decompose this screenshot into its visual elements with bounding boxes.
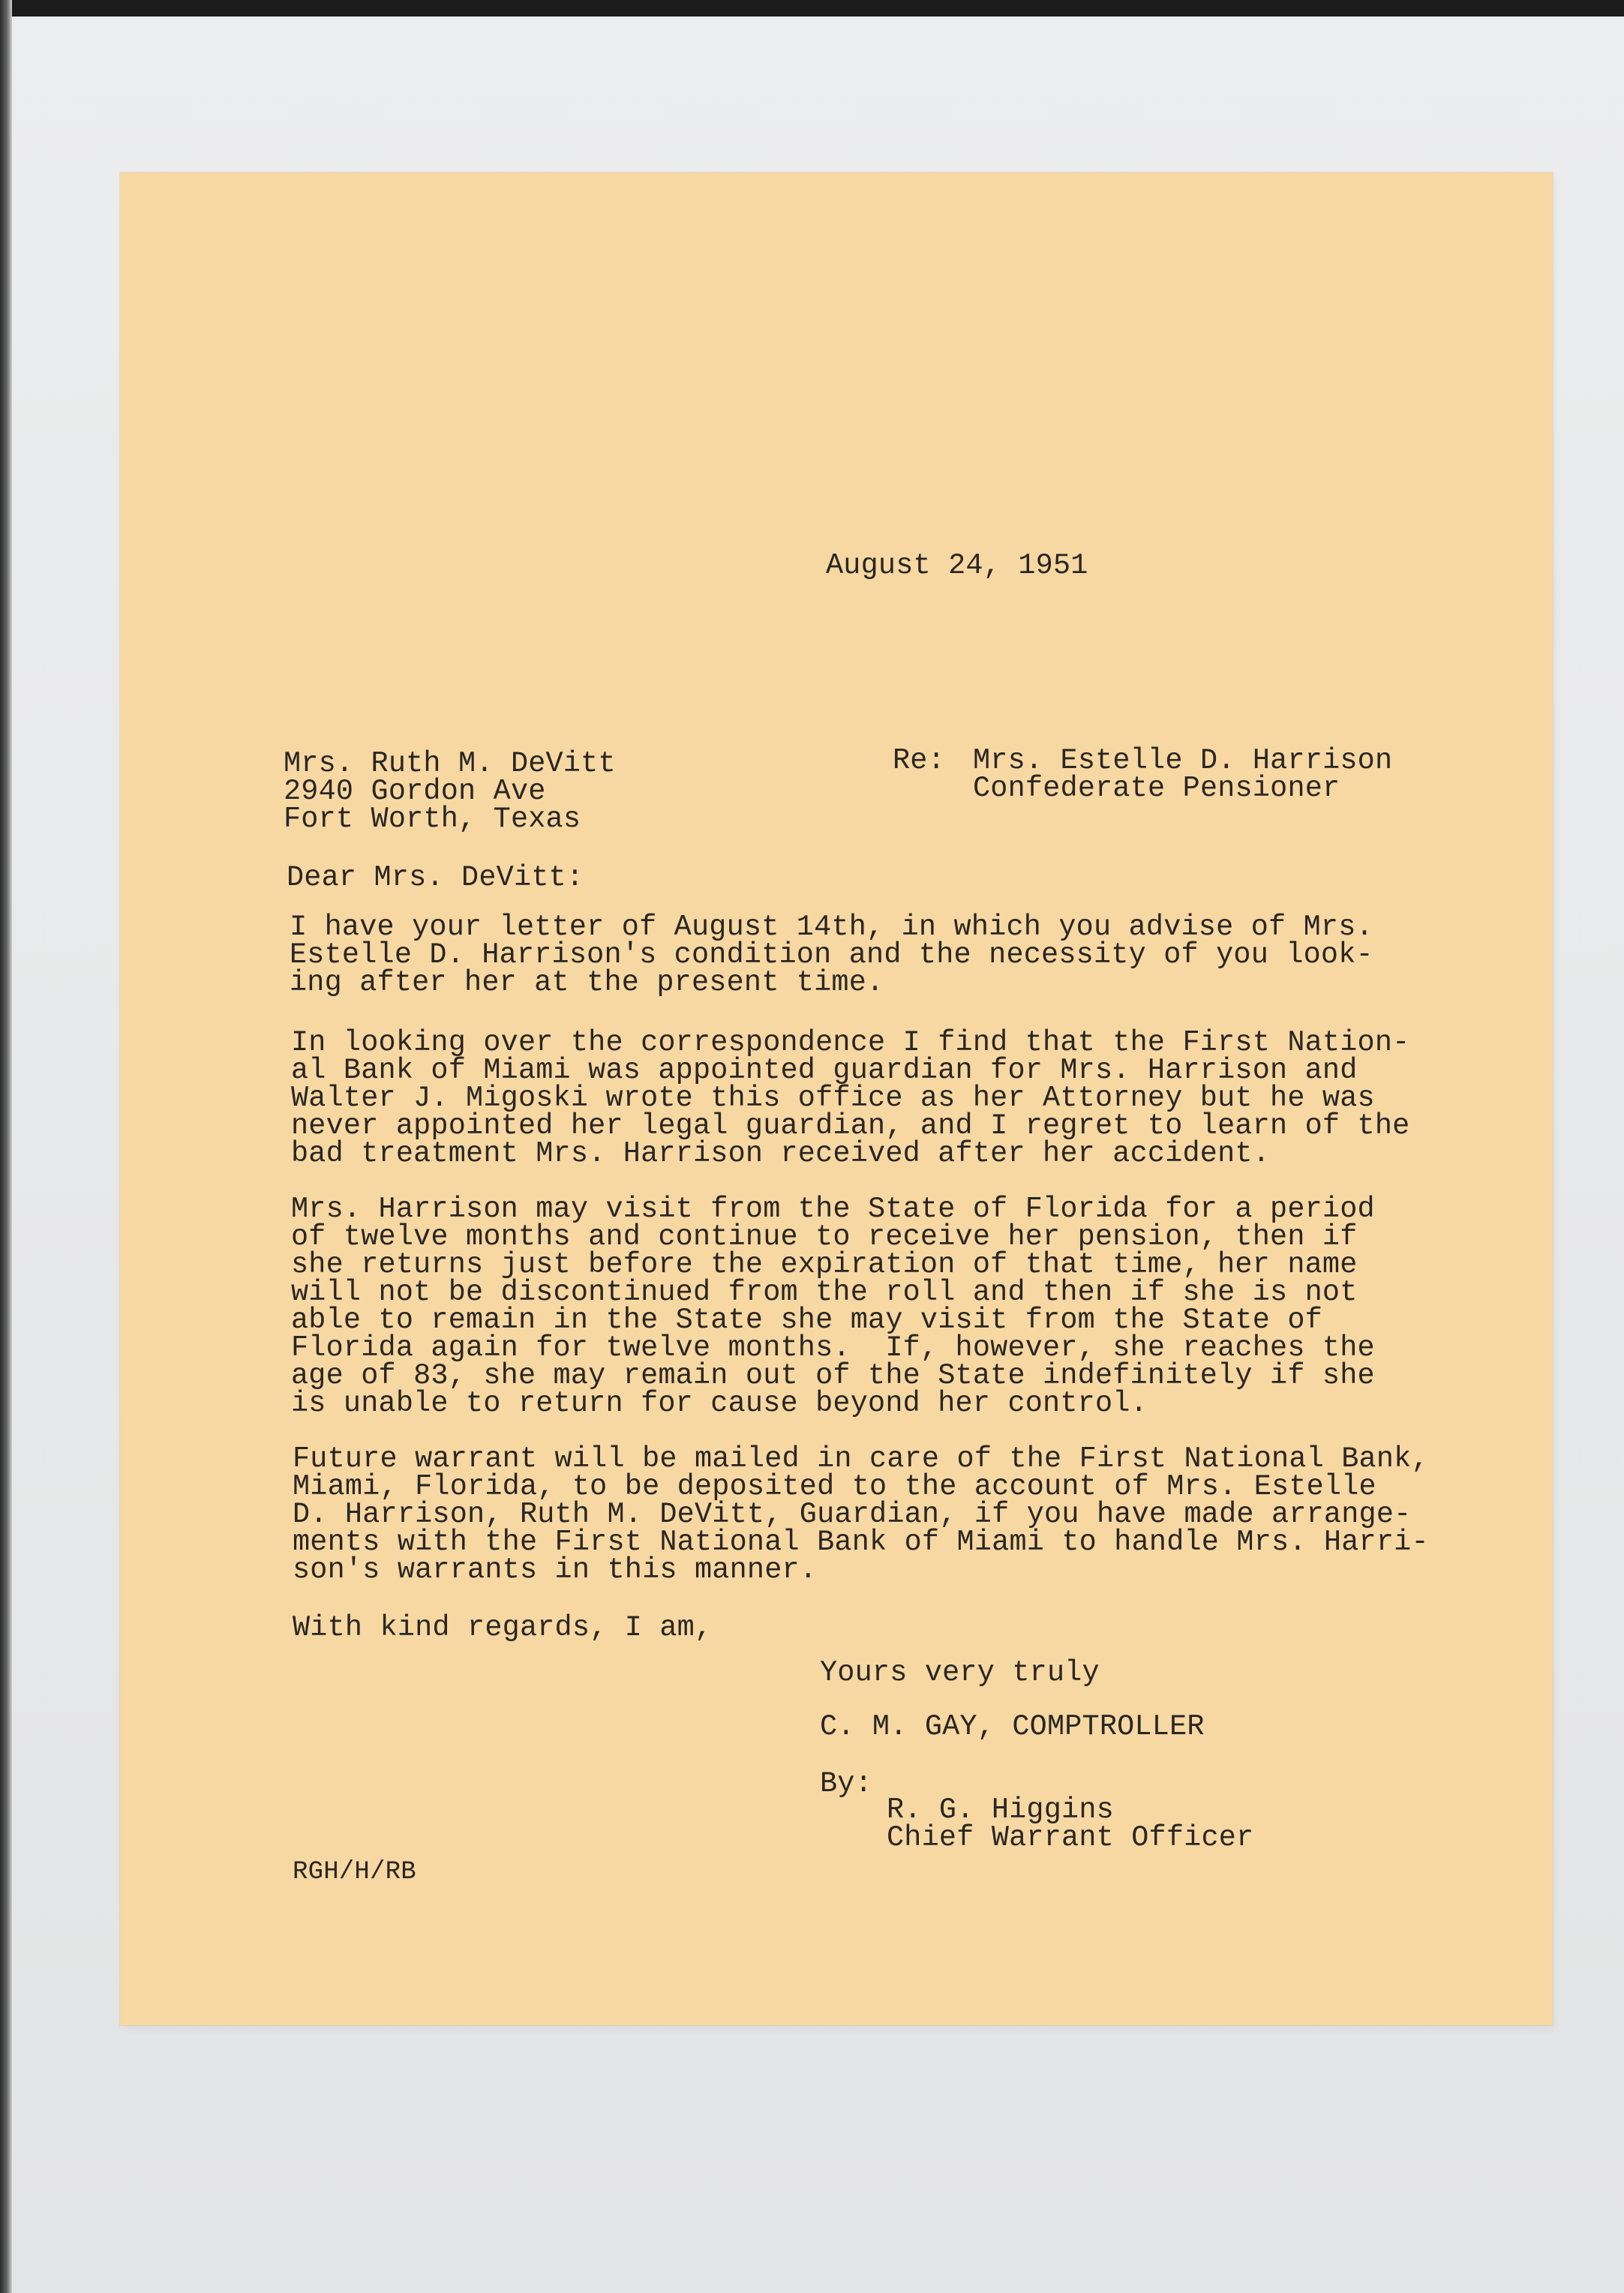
paragraph-line: Walter J. Migoski wrote this office as her Attorney but he was xyxy=(291,1082,1375,1115)
by-label: By: xyxy=(820,1767,872,1800)
paragraph-line: never appointed her legal guardian, and I regret to learn of the xyxy=(291,1109,1410,1142)
paragraph-line: I have your letter of August 14th, in which you advise of Mrs. xyxy=(290,911,1373,944)
paragraph-line: will not be discontinued from the roll and then if she is not xyxy=(291,1276,1358,1309)
closing-remark: With kind regards, I am, xyxy=(293,1611,713,1644)
complimentary-close: Yours very truly xyxy=(820,1656,1100,1689)
paragraph-line: of twelve months and continue to receive her pension, then if xyxy=(291,1220,1358,1253)
reference-initials: RGH/H/RB xyxy=(293,1858,416,1886)
scan-top-edge xyxy=(0,0,1624,17)
paragraph-line: Florida again for twelve months. If, however, she reaches the xyxy=(291,1331,1375,1364)
paragraph-line: ments with the First National Bank of Miami to handle Mrs. Harri- xyxy=(293,1526,1429,1559)
reference-label: Re: xyxy=(893,744,945,777)
paragraph-line: ing after her at the present time. xyxy=(290,966,884,999)
paragraph-line: D. Harrison, Ruth M. DeVitt, Guardian, if you have made arrange- xyxy=(293,1498,1412,1531)
paragraph-line: able to remain in the State she may visit from the State of xyxy=(291,1304,1322,1337)
signer-title: Chief Warrant Officer xyxy=(887,1821,1254,1854)
recipient-city: Fort Worth, Texas xyxy=(284,803,581,836)
paragraph-line: age of 83, she may remain out of the State indefinitely if she xyxy=(291,1359,1375,1392)
paragraph-line: she returns just before the expiration of that time, her name xyxy=(291,1248,1358,1281)
letter-date: August 24, 1951 xyxy=(826,549,1088,582)
paragraph-line: son's warrants in this manner. xyxy=(293,1553,818,1586)
paragraph-line: is unable to return for cause beyond her control. xyxy=(291,1387,1148,1420)
paragraph-line: In looking over the correspondence I find that the First Nation- xyxy=(291,1026,1410,1059)
paragraph-line: Estelle D. Harrison's condition and the necessity of you look- xyxy=(290,938,1373,971)
recipient-street: 2940 Gordon Ave xyxy=(284,775,546,808)
signatory-office: C. M. GAY, COMPTROLLER xyxy=(820,1710,1205,1743)
paragraph-line: Future warrant will be mailed in care of the First National Bank, xyxy=(293,1442,1429,1475)
reference-line-1: Mrs. Estelle D. Harrison xyxy=(973,744,1393,777)
signer-name: R. G. Higgins xyxy=(887,1793,1114,1826)
salutation: Dear Mrs. DeVitt: xyxy=(287,861,584,894)
paragraph-line: al Bank of Miami was appointed guardian for Mrs. Harrison and xyxy=(291,1054,1358,1087)
paragraph-line: Mrs. Harrison may visit from the State of Florida for a period xyxy=(291,1193,1375,1226)
reference-line-2: Confederate Pensioner xyxy=(973,772,1340,805)
paragraph-line: bad treatment Mrs. Harrison received after her accident. xyxy=(291,1137,1271,1170)
scan-left-edge xyxy=(0,0,12,2293)
paragraph-line: Miami, Florida, to be deposited to the account of Mrs. Estelle xyxy=(293,1470,1376,1503)
recipient-name: Mrs. Ruth M. DeVitt xyxy=(284,747,616,780)
